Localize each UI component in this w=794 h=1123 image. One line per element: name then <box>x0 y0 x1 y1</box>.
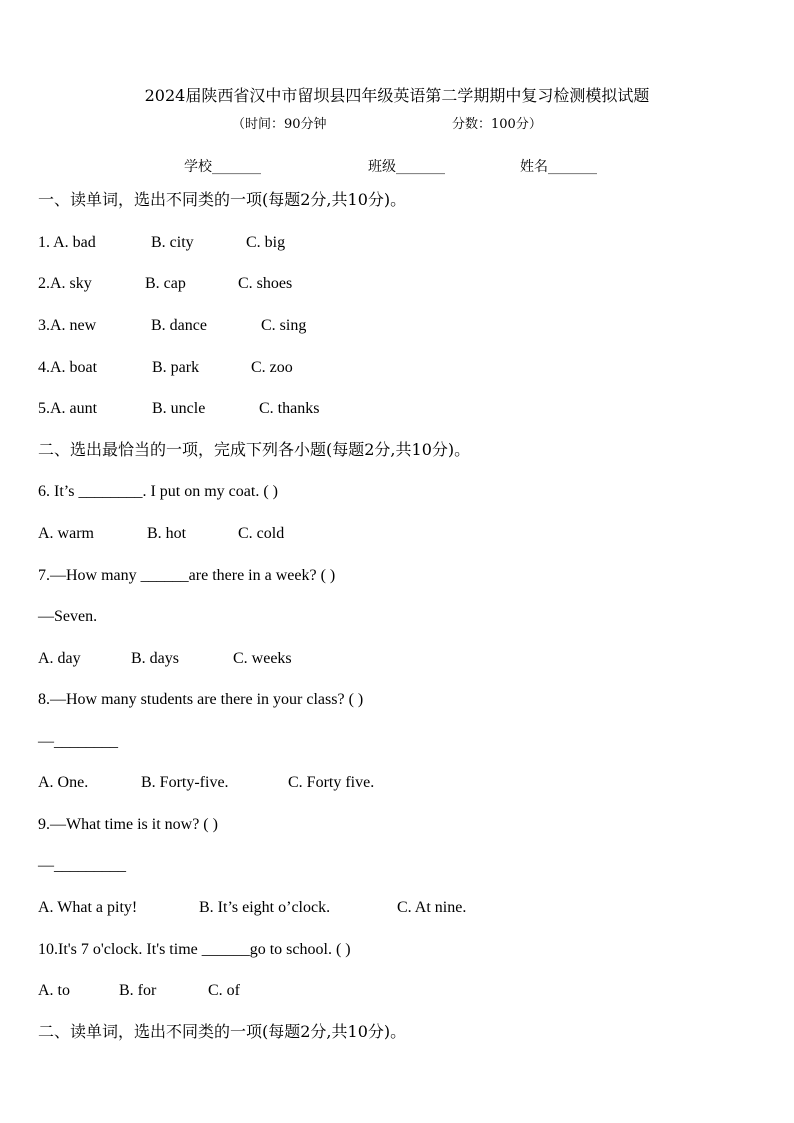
option-b: B. cap <box>145 275 186 292</box>
option-a: 4.A. boat <box>38 359 98 376</box>
option-b: B. city <box>151 234 194 251</box>
option-a: A. to <box>38 982 70 999</box>
question-8-stem: 8.—How many students are there in your class? ( ) <box>38 691 364 708</box>
question-9-answer: —_________ <box>38 857 126 874</box>
option-b: B. dance <box>151 317 207 334</box>
option-b: B. uncle <box>152 400 206 417</box>
option-a: 2.A. sky <box>38 275 92 292</box>
section-2-heading: 二、选出最恰当的一项，完成下列各小题(每题2分,共10分)。 <box>38 440 471 459</box>
option-c: C. sing <box>261 317 307 334</box>
option-b: B. It’s eight o’clock. <box>199 899 331 916</box>
option-a: 5.A. aunt <box>38 400 98 417</box>
option-b: B. park <box>152 359 200 376</box>
question-10-stem: 10.It's 7 o'clock. It's time ______go to school. ( ) <box>38 941 351 958</box>
question-6-stem: 6. It’s ________. I put on my coat. ( ) <box>38 483 278 500</box>
question-8-answer: —________ <box>38 733 118 750</box>
option-a: 3.A. new <box>38 317 97 334</box>
option-b: B. Forty-five. <box>141 774 229 791</box>
exam-time: （时间：90分钟 <box>232 117 327 132</box>
exam-score: 分数：100分） <box>452 117 542 132</box>
option-c: C. At nine. <box>397 899 467 916</box>
option-a: A. warm <box>38 525 94 542</box>
option-c: C. cold <box>238 525 285 542</box>
option-c: C. shoes <box>238 275 293 292</box>
school-field: 学校_______ <box>184 159 261 175</box>
option-a: A. One. <box>38 774 89 791</box>
option-c: C. Forty five. <box>288 774 375 791</box>
option-c: C. weeks <box>233 650 292 667</box>
option-c: C. thanks <box>259 400 320 417</box>
option-a: A. day <box>38 650 81 667</box>
option-a: A. What a pity! <box>38 899 138 916</box>
option-b: B. hot <box>147 525 187 542</box>
option-b: B. days <box>131 650 179 667</box>
option-c: C. of <box>208 982 240 999</box>
option-c: C. zoo <box>251 359 293 376</box>
option-c: C. big <box>246 234 286 251</box>
option-b: B. for <box>119 982 157 999</box>
class-field: 班级_______ <box>368 159 445 175</box>
name-field: 姓名_______ <box>520 159 597 175</box>
section-1-heading: 一、读单词，选出不同类的一项(每题2分,共10分)。 <box>38 190 407 209</box>
question-7-answer: —Seven. <box>38 608 98 625</box>
option-a: 1. A. bad <box>38 234 96 251</box>
question-7-stem: 7.—How many ______are there in a week? ( ) <box>38 567 336 584</box>
question-9-stem: 9.—What time is it now? ( ) <box>38 816 218 833</box>
section-3-heading: 二、读单词，选出不同类的一项(每题2分,共10分)。 <box>38 1022 407 1041</box>
page-title: 2024届陕西省汉中市留坝县四年级英语第二学期期中复习检测模拟试题 <box>144 86 650 105</box>
